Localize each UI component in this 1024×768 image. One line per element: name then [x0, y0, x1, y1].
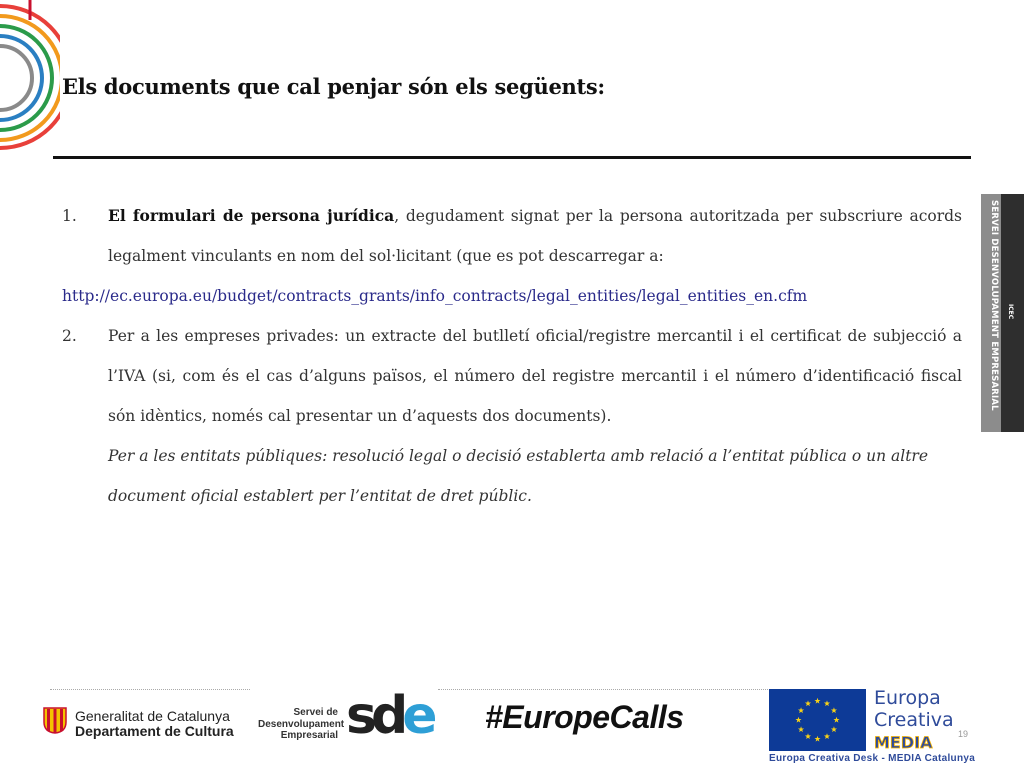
slide-title: Els documents que cal penjar són els següents: [62, 74, 605, 99]
list-item-1-bold: El formulari de persona jurídica [108, 206, 395, 225]
decorative-arc-logo [0, 0, 60, 160]
slide-content [62, 196, 962, 516]
title-divider [53, 156, 971, 159]
sde-label-line-2: Desenvolupament [258, 718, 345, 730]
sde-label [258, 707, 345, 742]
media-logo-text: MEDIA [874, 733, 933, 751]
footer-divider-left [50, 689, 250, 691]
sde-logo-s: s [346, 686, 371, 746]
media-logo [874, 733, 942, 751]
list-number-1: 1. [62, 207, 77, 225]
list-number-2: 2. [62, 327, 77, 345]
sde-label-line-1: Servei de [293, 707, 338, 718]
list-item-2 [62, 316, 962, 436]
gencat-logo [42, 704, 242, 740]
list-item-2-italic [62, 436, 962, 516]
sde-logo [346, 686, 431, 746]
sde-label-line-3: Empresarial [280, 730, 338, 741]
sde-logo-e: e [402, 686, 432, 746]
europa-creativa-line-2: Creativa [874, 709, 954, 731]
gencat-line-2: Departament de Cultura [75, 723, 234, 739]
europa-creativa-line-1: Europa [874, 687, 941, 709]
list-item-2-italic-text: Per a les entitats públiques: resolució legal o decisió establerta amb relació a l’entitat pública o un altre document oficial establert per l’entitat de dret públic. [108, 447, 929, 505]
hashtag-europecalls: #EuropeCalls [485, 699, 684, 735]
side-tab [981, 194, 1024, 432]
footer-divider-middle [438, 689, 768, 691]
gencat-line-1: Generalitat de Catalunya [75, 708, 230, 724]
side-tab-small-label: ICEC [1007, 304, 1014, 320]
list-item-2-text: Per a les empreses privades: un extracte del butlletí oficial/registre mercantil i el certificat de subjecció a l’IVA (si, com és el cas d’alguns països, el número del registre mercantil i el número d’identificació fiscal són idèntics, només cal presentar un d’aquests dos documents). [108, 327, 962, 425]
list-item-1-text: , degudament signat per la persona autoritzada per subscriure acords legalment vinculants en nom del sol·licitant (que es pot descarregar a: [108, 207, 962, 265]
side-tab-label: SERVEI DESENVOLUPAMENT EMPRESARIAL [989, 200, 999, 411]
list-item-1 [62, 196, 962, 276]
sde-logo-d: d [370, 686, 403, 746]
download-link[interactable]: http://ec.europa.eu/budget/contracts_grants/info_contracts/legal_entities/legal_entities_en.cfm [62, 287, 808, 305]
desk-label: Europa Creativa Desk - MEDIA Catalunya [769, 753, 976, 764]
eu-flag-icon [769, 689, 866, 751]
gencat-emblem-icon [42, 706, 68, 734]
page-number: 19 [958, 729, 969, 739]
